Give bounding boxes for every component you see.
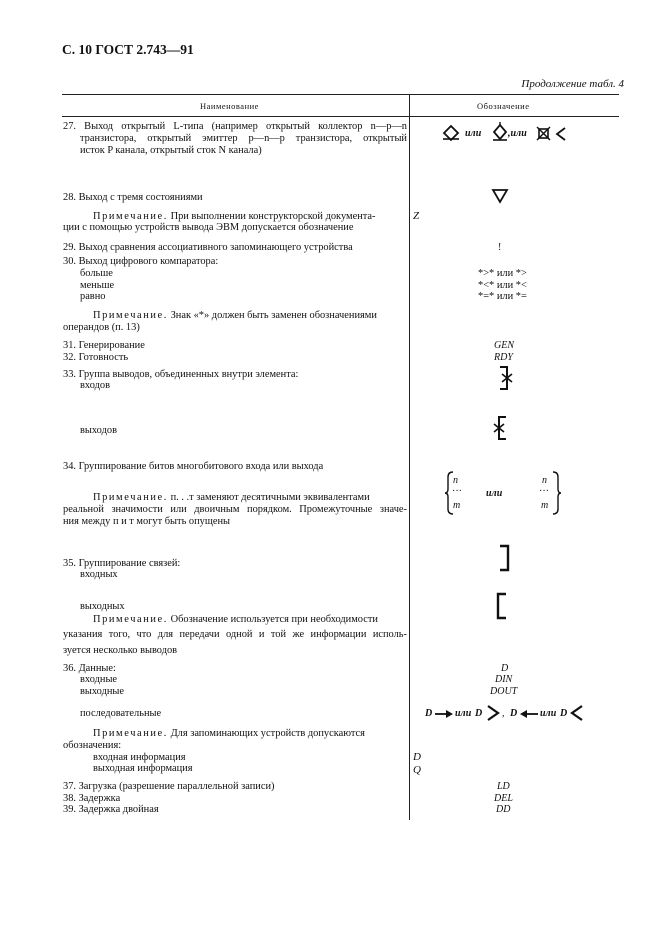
entry-34-right-n: n: [542, 475, 547, 486]
entry-38-line1: 38. Задержка: [63, 793, 121, 804]
entry-39-symbol: DD: [496, 804, 511, 815]
entry-36-a-symbol: DIN: [495, 674, 513, 685]
entry-34-right-dots: ···: [539, 486, 549, 497]
column-divider: [409, 94, 410, 116]
column-header-name: Наименование: [200, 101, 259, 111]
entry-34-note-line3: ния между п и т могут быть опущены: [63, 516, 231, 527]
entry-36-note-line1: [93, 728, 365, 740]
entry-34-note-line1: [93, 492, 370, 504]
entry-34-note-line2: реальной значимости или двоичным порядком. Промежуточные значе-: [63, 504, 407, 515]
entry-34-or: или: [486, 488, 503, 499]
entry-36-c-d4: D: [560, 708, 568, 719]
table-continuation: Продолжение табл. 4: [521, 78, 624, 90]
entry-36-line1: 36. Данные:: [63, 663, 116, 674]
entry-28-note-text: При выполнении конструкторской документа-: [170, 211, 376, 222]
entry-35-note-line3: зуется несколько выводов: [63, 645, 178, 656]
grouped-outputs-icon: [493, 416, 509, 440]
entry-36-b: выходные: [80, 686, 125, 697]
entry-34-left-dots: ···: [452, 486, 462, 497]
entry-35-note-line1: [93, 614, 378, 626]
entry-35-note-line2: указания того, что для передачи одной и той же информации исполь-: [63, 629, 407, 640]
note-label: Примечание.: [93, 614, 168, 625]
note-label: Примечание.: [93, 310, 168, 321]
tri-state-triangle-icon: [492, 189, 508, 203]
entry-34-note-text: п. . .т заменяют десятичными эквивалентами: [170, 492, 370, 503]
entry-27-line1: 27. Выход открытый L-типа (например открытый коллектор n—p—n: [63, 121, 407, 132]
entry-30-b-symbol: *<* или *<: [478, 280, 527, 291]
entry-36-symbol: D: [501, 663, 509, 674]
entry-30-b: меньше: [80, 280, 115, 291]
entry-30-a: больше: [80, 268, 113, 279]
entry-27-or-1: или: [465, 128, 482, 139]
entry-30-a-symbol: *>* или *>: [478, 268, 527, 279]
entry-27-line2: транзистора, открытый эмиттер p—n—p транзистора, открытый: [80, 133, 407, 144]
entry-36-note-a: входная информация: [93, 752, 186, 763]
entry-36-c-or1: или: [455, 708, 472, 719]
entry-33-b: выходов: [80, 425, 117, 436]
table-header-rule: [62, 116, 619, 117]
entry-35-note-text: Обозначение используется при необходимости: [170, 614, 378, 625]
entry-36-c-d1: D: [425, 708, 433, 719]
entry-31-symbol: GEN: [494, 340, 514, 351]
entry-36-a: входные: [80, 674, 118, 685]
entry-29-line1: 29. Выход сравнения ассоциативного запоминающего устройства: [63, 242, 353, 253]
chevron-right-icon: [486, 705, 500, 721]
note-label: Примечание.: [93, 728, 168, 739]
entry-37-symbol: LD: [497, 781, 510, 792]
entry-32-symbol: RDY: [494, 352, 513, 363]
entry-29-symbol: !: [498, 242, 502, 253]
entry-35-b: выходных: [80, 601, 125, 612]
open-collector-square-icon: [537, 127, 569, 141]
right-brace-icon: [552, 471, 562, 515]
diamond-open-output-icon: [443, 125, 459, 141]
entry-30-note-line2: операндов (п. 13): [63, 322, 140, 333]
entry-35-a: входных: [80, 569, 118, 580]
entry-36-note-line2: обозначения:: [63, 740, 122, 751]
entry-36-c: последовательные: [80, 708, 162, 719]
diamond-open-underlined-icon: [492, 122, 508, 142]
entry-36-c-or2: или: [540, 708, 557, 719]
output-bracket-icon: [496, 593, 508, 619]
entry-34-left-n: n: [453, 475, 458, 486]
entry-36-note-a-symbol: D: [413, 751, 421, 763]
entry-28-note-line2: ции с помощью устройств вывода ЭВМ допускается обозначение: [63, 222, 354, 233]
arrow-right-icon: [434, 709, 454, 719]
entry-34-line1: 34. Группирование битов многобитового входа или выхода: [63, 461, 324, 472]
entry-36-c-d2: D: [475, 708, 483, 719]
note-label: Примечание.: [93, 211, 168, 222]
input-bracket-icon: [498, 545, 510, 571]
entry-36-c-d3: D: [510, 708, 518, 719]
entry-39-line1: 39. Задержка двойная: [63, 804, 159, 815]
entry-36-b-symbol: DOUT: [490, 686, 518, 697]
entry-35-line1: 35. Группирование связей:: [63, 558, 181, 569]
entry-32-line1: 32. Готовность: [63, 352, 129, 363]
column-header-symbol: Обозначение: [477, 101, 530, 111]
entry-37-line1: 37. Загрузка (разрешение параллельной записи): [63, 781, 275, 792]
entry-30-note-text: Знак «*» должен быть заменен обозначениями: [170, 310, 377, 321]
entry-27-line3: исток P канала, открытый сток N канала): [80, 145, 262, 156]
entry-33-line1: 33. Группа выводов, объединенных внутри элемента:: [63, 369, 299, 380]
chevron-left-icon: [570, 705, 584, 721]
entry-36-note-b: выходная информация: [93, 763, 193, 774]
table-top-rule: [62, 94, 619, 95]
entry-36-note-b-symbol: Q: [413, 764, 421, 776]
entry-30-c-symbol: *=* или *=: [478, 291, 527, 302]
note-label: Примечание.: [93, 492, 168, 503]
entry-30-line1: 30. Выход цифрового компаратора:: [63, 256, 219, 267]
grouped-inputs-icon: [497, 366, 513, 390]
column-divider-body: [409, 116, 410, 820]
entry-36-note-text: Для запоминающих устройств допускаются: [170, 728, 365, 739]
arrow-left-icon: [519, 709, 539, 719]
page-header: С. 10 ГОСТ 2.743—91: [62, 42, 194, 57]
entry-33-a: входов: [80, 380, 110, 391]
entry-30-c: равно: [80, 291, 106, 302]
entry-28-line1: 28. Выход с тремя состояниями: [63, 192, 203, 203]
entry-28-note-symbol: Z: [413, 210, 420, 222]
entry-30-note-line1: [93, 310, 377, 322]
entry-34-left-m: m: [453, 500, 461, 511]
entry-38-symbol: DEL: [494, 793, 513, 804]
comma: ,: [502, 708, 505, 719]
entry-27-or-2: ,или: [508, 128, 527, 139]
entry-31-line1: 31. Генерирование: [63, 340, 145, 351]
entry-34-right-m: m: [541, 500, 549, 511]
